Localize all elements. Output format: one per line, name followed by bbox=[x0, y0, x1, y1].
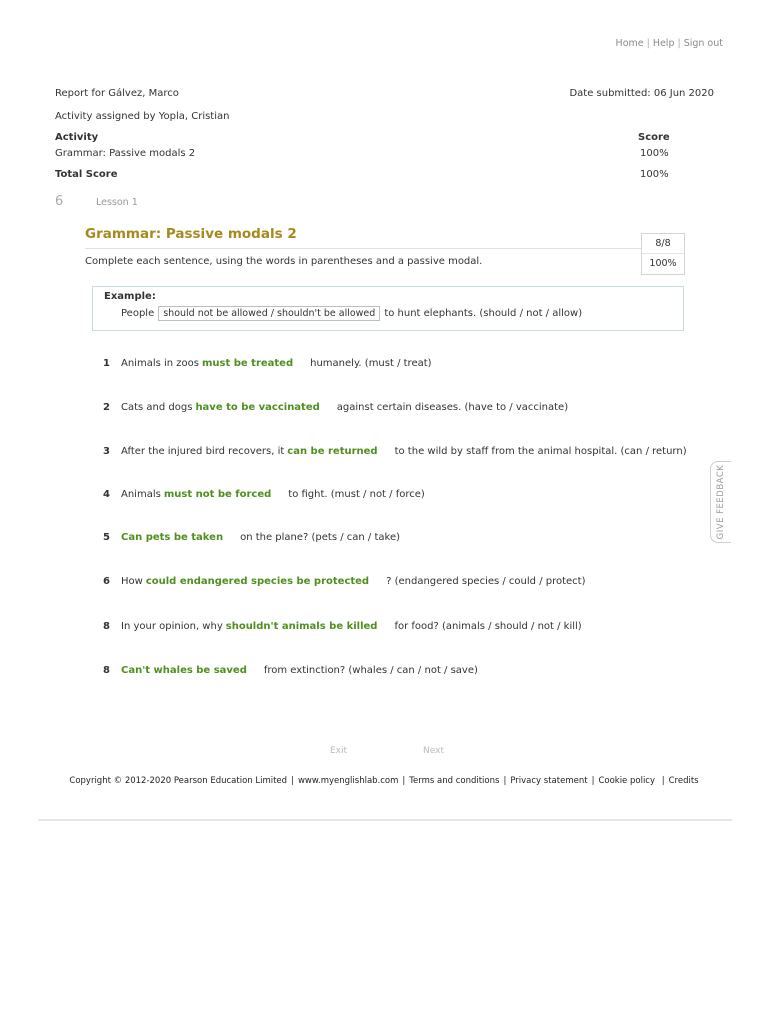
question-row bbox=[103, 576, 586, 587]
question-after: on the plane? (pets / can / take) bbox=[240, 532, 401, 543]
give-feedback-label: GIVE FEEDBACK bbox=[716, 464, 726, 540]
question-number: 2 bbox=[103, 402, 110, 413]
total-score-label: Total Score bbox=[55, 169, 118, 180]
score-percent: 100% bbox=[649, 258, 677, 269]
question-row bbox=[103, 402, 568, 413]
score-column-header: Score bbox=[638, 132, 670, 143]
answer-field[interactable]: shouldn't animals be killed bbox=[225, 621, 378, 632]
cookie-policy-link[interactable]: Cookie policy bbox=[598, 776, 656, 786]
date-submitted: Date submitted: 06 Jun 2020 bbox=[569, 88, 714, 99]
exit-button[interactable]: Exit bbox=[330, 746, 348, 756]
credits-link[interactable]: Credits bbox=[668, 776, 699, 786]
question-after: ? (endangered species / could / protect) bbox=[386, 576, 586, 587]
question-row bbox=[103, 621, 582, 632]
answer-field[interactable]: Can't whales be saved bbox=[121, 665, 247, 676]
question-before: In your opinion, why bbox=[121, 621, 223, 632]
question-row bbox=[103, 446, 687, 457]
separator: | bbox=[646, 38, 650, 49]
top-nav bbox=[616, 38, 723, 49]
bottom-divider bbox=[38, 819, 732, 821]
question-number: 8 bbox=[103, 665, 110, 676]
example-label: Example: bbox=[104, 291, 156, 302]
question-row bbox=[103, 358, 432, 369]
question-after: to fight. (must / not / force) bbox=[288, 489, 425, 500]
question-before: How bbox=[121, 576, 143, 587]
question-before: After the injured bird recovers, it bbox=[121, 446, 285, 457]
site-link[interactable]: www.myenglishlab.com bbox=[297, 776, 399, 786]
lesson-number: 6 bbox=[55, 194, 64, 209]
total-score-value: 100% bbox=[640, 169, 669, 180]
example-answer-field: should not be allowed / shouldn't be allowed bbox=[158, 306, 380, 321]
help-link[interactable]: Help bbox=[652, 38, 675, 49]
question-before: Cats and dogs bbox=[121, 402, 193, 413]
question-row bbox=[103, 532, 400, 543]
assigned-by: Activity assigned by Yopla, Cristian bbox=[55, 111, 230, 122]
answer-field[interactable]: must not be forced bbox=[163, 489, 272, 500]
footer: Copyright © 2012-2020 Pearson Education Limited | www.myenglishlab.com | Terms and conditions | Privacy statement | Cookie policy | Credits bbox=[69, 776, 699, 786]
score-box bbox=[641, 233, 685, 275]
activity-score: 100% bbox=[640, 148, 669, 159]
question-number: 5 bbox=[103, 532, 110, 543]
lesson-label: Lesson 1 bbox=[96, 197, 138, 208]
question-before: Animals bbox=[121, 489, 161, 500]
report-for: Report for Gálvez, Marco bbox=[55, 88, 179, 99]
title-divider bbox=[85, 248, 641, 249]
answer-field[interactable]: Can pets be taken bbox=[121, 532, 224, 543]
question-number: 8 bbox=[103, 621, 110, 632]
question-after: for food? (animals / should / not / kill) bbox=[394, 621, 582, 632]
activity-column-header: Activity bbox=[55, 132, 99, 143]
sign-out-link[interactable]: Sign out bbox=[683, 38, 723, 49]
example-after: to hunt elephants. (should / not / allow) bbox=[384, 308, 583, 319]
question-before: Animals in zoos bbox=[121, 358, 199, 369]
score-fraction: 8/8 bbox=[642, 234, 684, 254]
next-button[interactable]: Next bbox=[423, 746, 444, 756]
question-number: 4 bbox=[103, 489, 110, 500]
question-after: to the wild by staff from the animal hospital. (can / return) bbox=[394, 446, 687, 457]
terms-link[interactable]: Terms and conditions bbox=[409, 776, 500, 786]
instructions: Complete each sentence, using the words in parentheses and a passive modal. bbox=[85, 256, 483, 267]
question-after: from extinction? (whales / can / not / save) bbox=[263, 665, 478, 676]
privacy-link[interactable]: Privacy statement bbox=[510, 776, 588, 786]
copyright-text: Copyright © 2012-2020 Pearson Education Limited bbox=[69, 776, 288, 786]
question-row bbox=[103, 489, 425, 500]
home-link[interactable]: Home bbox=[615, 38, 644, 49]
question-after: humanely. (must / treat) bbox=[310, 358, 432, 369]
question-after: against certain diseases. (have to / vaccinate) bbox=[336, 402, 569, 413]
example-sentence bbox=[121, 306, 582, 321]
answer-field[interactable]: can be returned bbox=[287, 446, 378, 457]
answer-field[interactable]: have to be vaccinated bbox=[195, 402, 320, 413]
answer-field[interactable]: could endangered species be protected bbox=[145, 576, 370, 587]
give-feedback-tab[interactable] bbox=[710, 461, 731, 543]
separator: | bbox=[677, 38, 681, 49]
activity-title: Grammar: Passive modals 2 bbox=[85, 226, 297, 242]
answer-field[interactable]: must be treated bbox=[201, 358, 294, 369]
example-before: People bbox=[121, 308, 155, 319]
question-row bbox=[103, 665, 478, 676]
question-number: 3 bbox=[103, 446, 110, 457]
activity-name: Grammar: Passive modals 2 bbox=[55, 148, 196, 159]
example-box bbox=[92, 286, 684, 331]
question-number: 6 bbox=[103, 576, 110, 587]
question-number: 1 bbox=[103, 358, 110, 369]
